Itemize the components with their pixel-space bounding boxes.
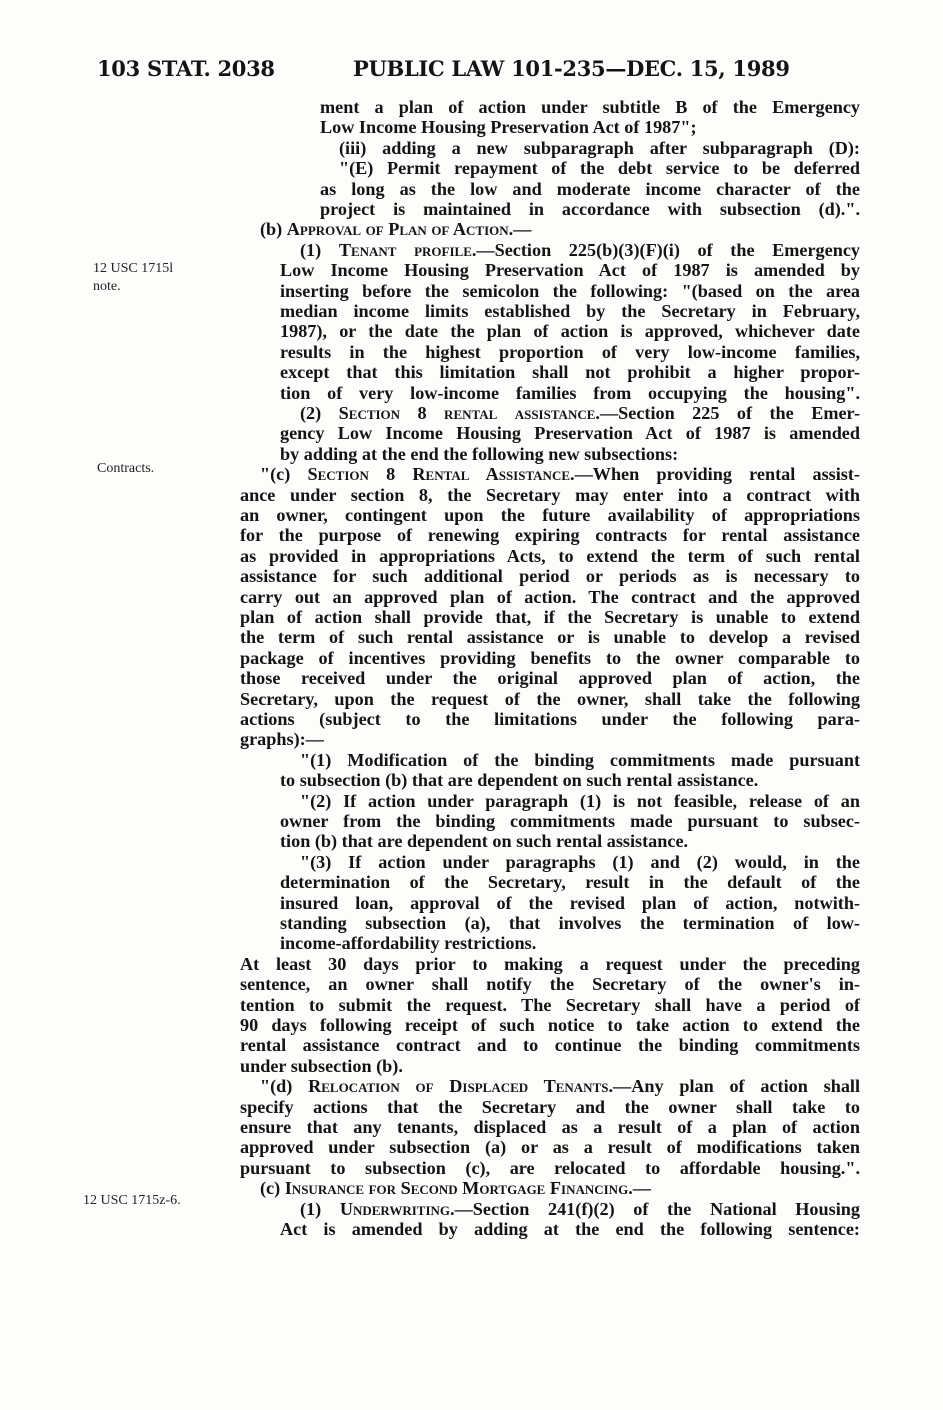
text-line — [240, 97, 860, 117]
margin-note-contracts: Contracts. — [97, 461, 155, 476]
line-text: "(2) If action under paragraph (1) is not feasible, release of an — [300, 790, 860, 811]
text-line — [240, 1076, 860, 1096]
line-text: assistance for such additional period or periods as is necessary to — [240, 566, 860, 587]
line-text: graphs):— — [240, 729, 324, 750]
text-line — [240, 546, 860, 566]
line-text: .—Section 225(b)(3)(F)(i) of the Emergency — [471, 239, 861, 260]
line-text: actions (subject to the limitations under the following para- — [240, 709, 860, 729]
text-line — [240, 1219, 860, 1239]
text-line — [240, 729, 860, 749]
line-text: for the purpose of renewing expiring contracts for rental assistance — [240, 525, 860, 546]
text-line — [240, 1097, 860, 1117]
line-text: results in the highest proportion of very low-income families, — [280, 341, 860, 362]
line-text: ensure that any tenants, displaced as a result of a plan of action — [240, 1117, 860, 1137]
text-line — [240, 668, 860, 688]
line-text: as long as the low and moderate income character of the — [320, 178, 860, 199]
line-text: carry out an approved plan of action. The contract and the approved — [240, 586, 860, 607]
text-line — [240, 117, 860, 137]
margin-note-note: note. — [93, 279, 121, 294]
stat-page-number: 103 STAT. 2038 — [97, 56, 275, 81]
line-enumerator: (1) — [300, 1198, 340, 1219]
line-text: owner from the binding commitments made pursuant to subsec- — [280, 811, 860, 831]
text-line — [240, 281, 860, 301]
line-text: pursuant to subsection (c), are relocated to affordable housing.". — [240, 1157, 860, 1178]
text-line — [240, 464, 860, 484]
text-line — [240, 750, 860, 770]
section-heading: Section 8 rental assistance — [338, 403, 596, 423]
line-text: .— — [628, 1178, 651, 1199]
line-enumerator: (2) — [300, 403, 339, 423]
text-line — [240, 444, 860, 464]
text-line — [240, 321, 860, 341]
line-text: Secretary, upon the request of the owner, shall take the following — [240, 688, 860, 709]
line-text: At least 30 days prior to making a request under the preceding — [240, 953, 860, 974]
line-text: package of incentives providing benefits to the owner comparable to — [240, 647, 860, 668]
line-text: .—When providing rental assist- — [570, 464, 860, 485]
text-line — [240, 179, 860, 199]
margin-note-usc-1715l: 12 USC 1715l — [93, 261, 174, 276]
line-text: "(3) If action under paragraphs (1) and (2) would, in the — [300, 851, 860, 872]
line-text: plan of action shall provide that, if the Secretary is unable to extend — [240, 607, 860, 627]
text-line — [240, 566, 860, 586]
text-line — [240, 913, 860, 933]
line-text: except that this limitation shall not prohibit a higher propor- — [280, 362, 860, 383]
line-text: .—Any plan of action shall — [608, 1076, 861, 1097]
line-text: (iii) adding a new subparagraph after subparagraph (D): — [339, 137, 860, 158]
text-line — [240, 587, 860, 607]
margin-note-usc-1715z6: 12 USC 1715z-6. — [83, 1193, 181, 1208]
text-line — [240, 383, 860, 403]
line-text: income-affordability restrictions. — [280, 933, 537, 954]
line-text: "(1) Modification of the binding commitments made pursuant — [300, 749, 860, 770]
line-text: 90 days following receipt of such notice to take action to extend the — [240, 1015, 860, 1035]
text-line — [240, 1199, 860, 1219]
line-text: to subsection (b) that are dependent on such rental assistance. — [280, 770, 759, 791]
text-line — [240, 260, 860, 280]
line-text: .— — [508, 219, 532, 240]
text-line — [240, 1056, 860, 1076]
text-line — [240, 852, 860, 872]
line-text: median income limits established by the Secretary in February, — [280, 301, 860, 321]
line-text: inserting before the semicolon the following: "(based on the area — [280, 280, 860, 301]
text-line — [240, 158, 860, 178]
text-line — [240, 791, 860, 811]
text-line — [240, 485, 860, 505]
text-line — [240, 648, 860, 668]
text-line — [240, 301, 860, 321]
text-line — [240, 199, 860, 219]
text-line — [240, 1117, 860, 1137]
text-line — [240, 505, 860, 525]
line-text: tention to submit the request. The Secretary shall have a period of — [240, 994, 860, 1015]
text-line — [240, 219, 860, 239]
text-line — [240, 1015, 860, 1035]
line-text: project is maintained in accordance with subsection (d).". — [320, 199, 860, 219]
text-line — [240, 627, 860, 647]
line-text: Low Income Housing Preservation Act of 1987"; — [320, 117, 697, 138]
line-text: Low Income Housing Preservation Act of 1987 is amended by — [280, 260, 860, 281]
text-line — [240, 138, 860, 158]
text-line — [240, 933, 860, 953]
text-line — [240, 954, 860, 974]
line-text: specify actions that the Secretary and the owner shall take to — [240, 1096, 860, 1117]
line-text: .—Section 225 of the Emer- — [595, 403, 860, 423]
line-text: ance under section 8, the Secretary may enter into a contract with — [240, 484, 860, 505]
text-line — [240, 607, 860, 627]
text-line — [240, 995, 860, 1015]
public-law-title: PUBLIC LAW 101-235—DEC. 15, 1989 — [353, 56, 790, 81]
line-text: 1987), or the date the plan of action is approved, whichever date — [280, 321, 860, 342]
line-enumerator: "(c) — [260, 464, 308, 485]
text-line — [240, 974, 860, 994]
line-text: an owner, contingent upon the future availability of appropriations — [240, 505, 860, 525]
line-text: rental assistance contract and to continue the binding commitments — [240, 1035, 860, 1056]
line-text: standing subsection (a), that involves the termination of low- — [280, 913, 860, 933]
line-text: "(E) Permit repayment of the debt service to be deferred — [339, 158, 860, 179]
line-text: determination of the Secretary, result in the default of the — [280, 872, 860, 893]
page-header — [0, 56, 943, 86]
text-line — [240, 403, 860, 423]
line-enumerator: (1) — [300, 239, 339, 260]
text-line — [240, 1158, 860, 1178]
line-text: those received under the original approved plan of action, the — [240, 668, 860, 689]
line-text: gency Low Income Housing Preservation Act of 1987 is amended — [280, 423, 860, 444]
text-line — [240, 893, 860, 913]
text-line — [240, 872, 860, 892]
section-heading: Tenant profile — [338, 239, 472, 260]
line-text: tion of very low-income families from occupying the housing". — [280, 382, 860, 403]
section-heading: Relocation of Displaced Tenants — [308, 1076, 609, 1097]
text-line — [240, 689, 860, 709]
line-text: sentence, an owner shall notify the Secretary of the owner's in- — [240, 974, 860, 995]
line-enumerator: (c) — [260, 1178, 285, 1199]
line-text: tion (b) that are dependent on such rental assistance. — [280, 831, 689, 852]
text-line — [240, 1178, 860, 1198]
text-line — [240, 240, 860, 260]
line-enumerator: "(d) — [260, 1076, 309, 1097]
text-line — [240, 770, 860, 790]
text-line — [240, 831, 860, 851]
line-text: ment a plan of action under subtitle B of the Emergency — [320, 97, 860, 117]
line-text: by adding at the end the following new subsections: — [280, 443, 679, 464]
section-heading: Underwriting — [339, 1198, 451, 1219]
text-line — [240, 342, 860, 362]
text-line — [240, 525, 860, 545]
section-heading: Section 8 Rental Assistance — [307, 464, 571, 485]
text-line — [240, 1035, 860, 1055]
line-text: .—Section 241(f)(2) of the National Housing — [450, 1198, 860, 1219]
section-heading: Insurance for Second Mortgage Financing — [284, 1178, 629, 1199]
line-enumerator: (b) — [260, 219, 287, 240]
text-line — [240, 709, 860, 729]
line-text: insured loan, approval of the revised plan of action, notwith- — [280, 892, 860, 913]
text-line — [240, 362, 860, 382]
text-line — [240, 423, 860, 443]
line-text: as provided in appropriations Acts, to extend the term of such rental — [240, 545, 860, 566]
text-line — [240, 811, 860, 831]
line-text: the term of such rental assistance or is unable to develop a revised — [240, 627, 860, 648]
line-text: approved under subsection (a) or as a result of modifications taken — [240, 1137, 860, 1158]
text-line — [240, 1137, 860, 1157]
line-text: Act is amended by adding at the end the following sentence: — [280, 1219, 860, 1239]
section-heading: Approval of Plan of Action — [286, 219, 509, 240]
line-text: under subsection (b). — [240, 1055, 403, 1076]
